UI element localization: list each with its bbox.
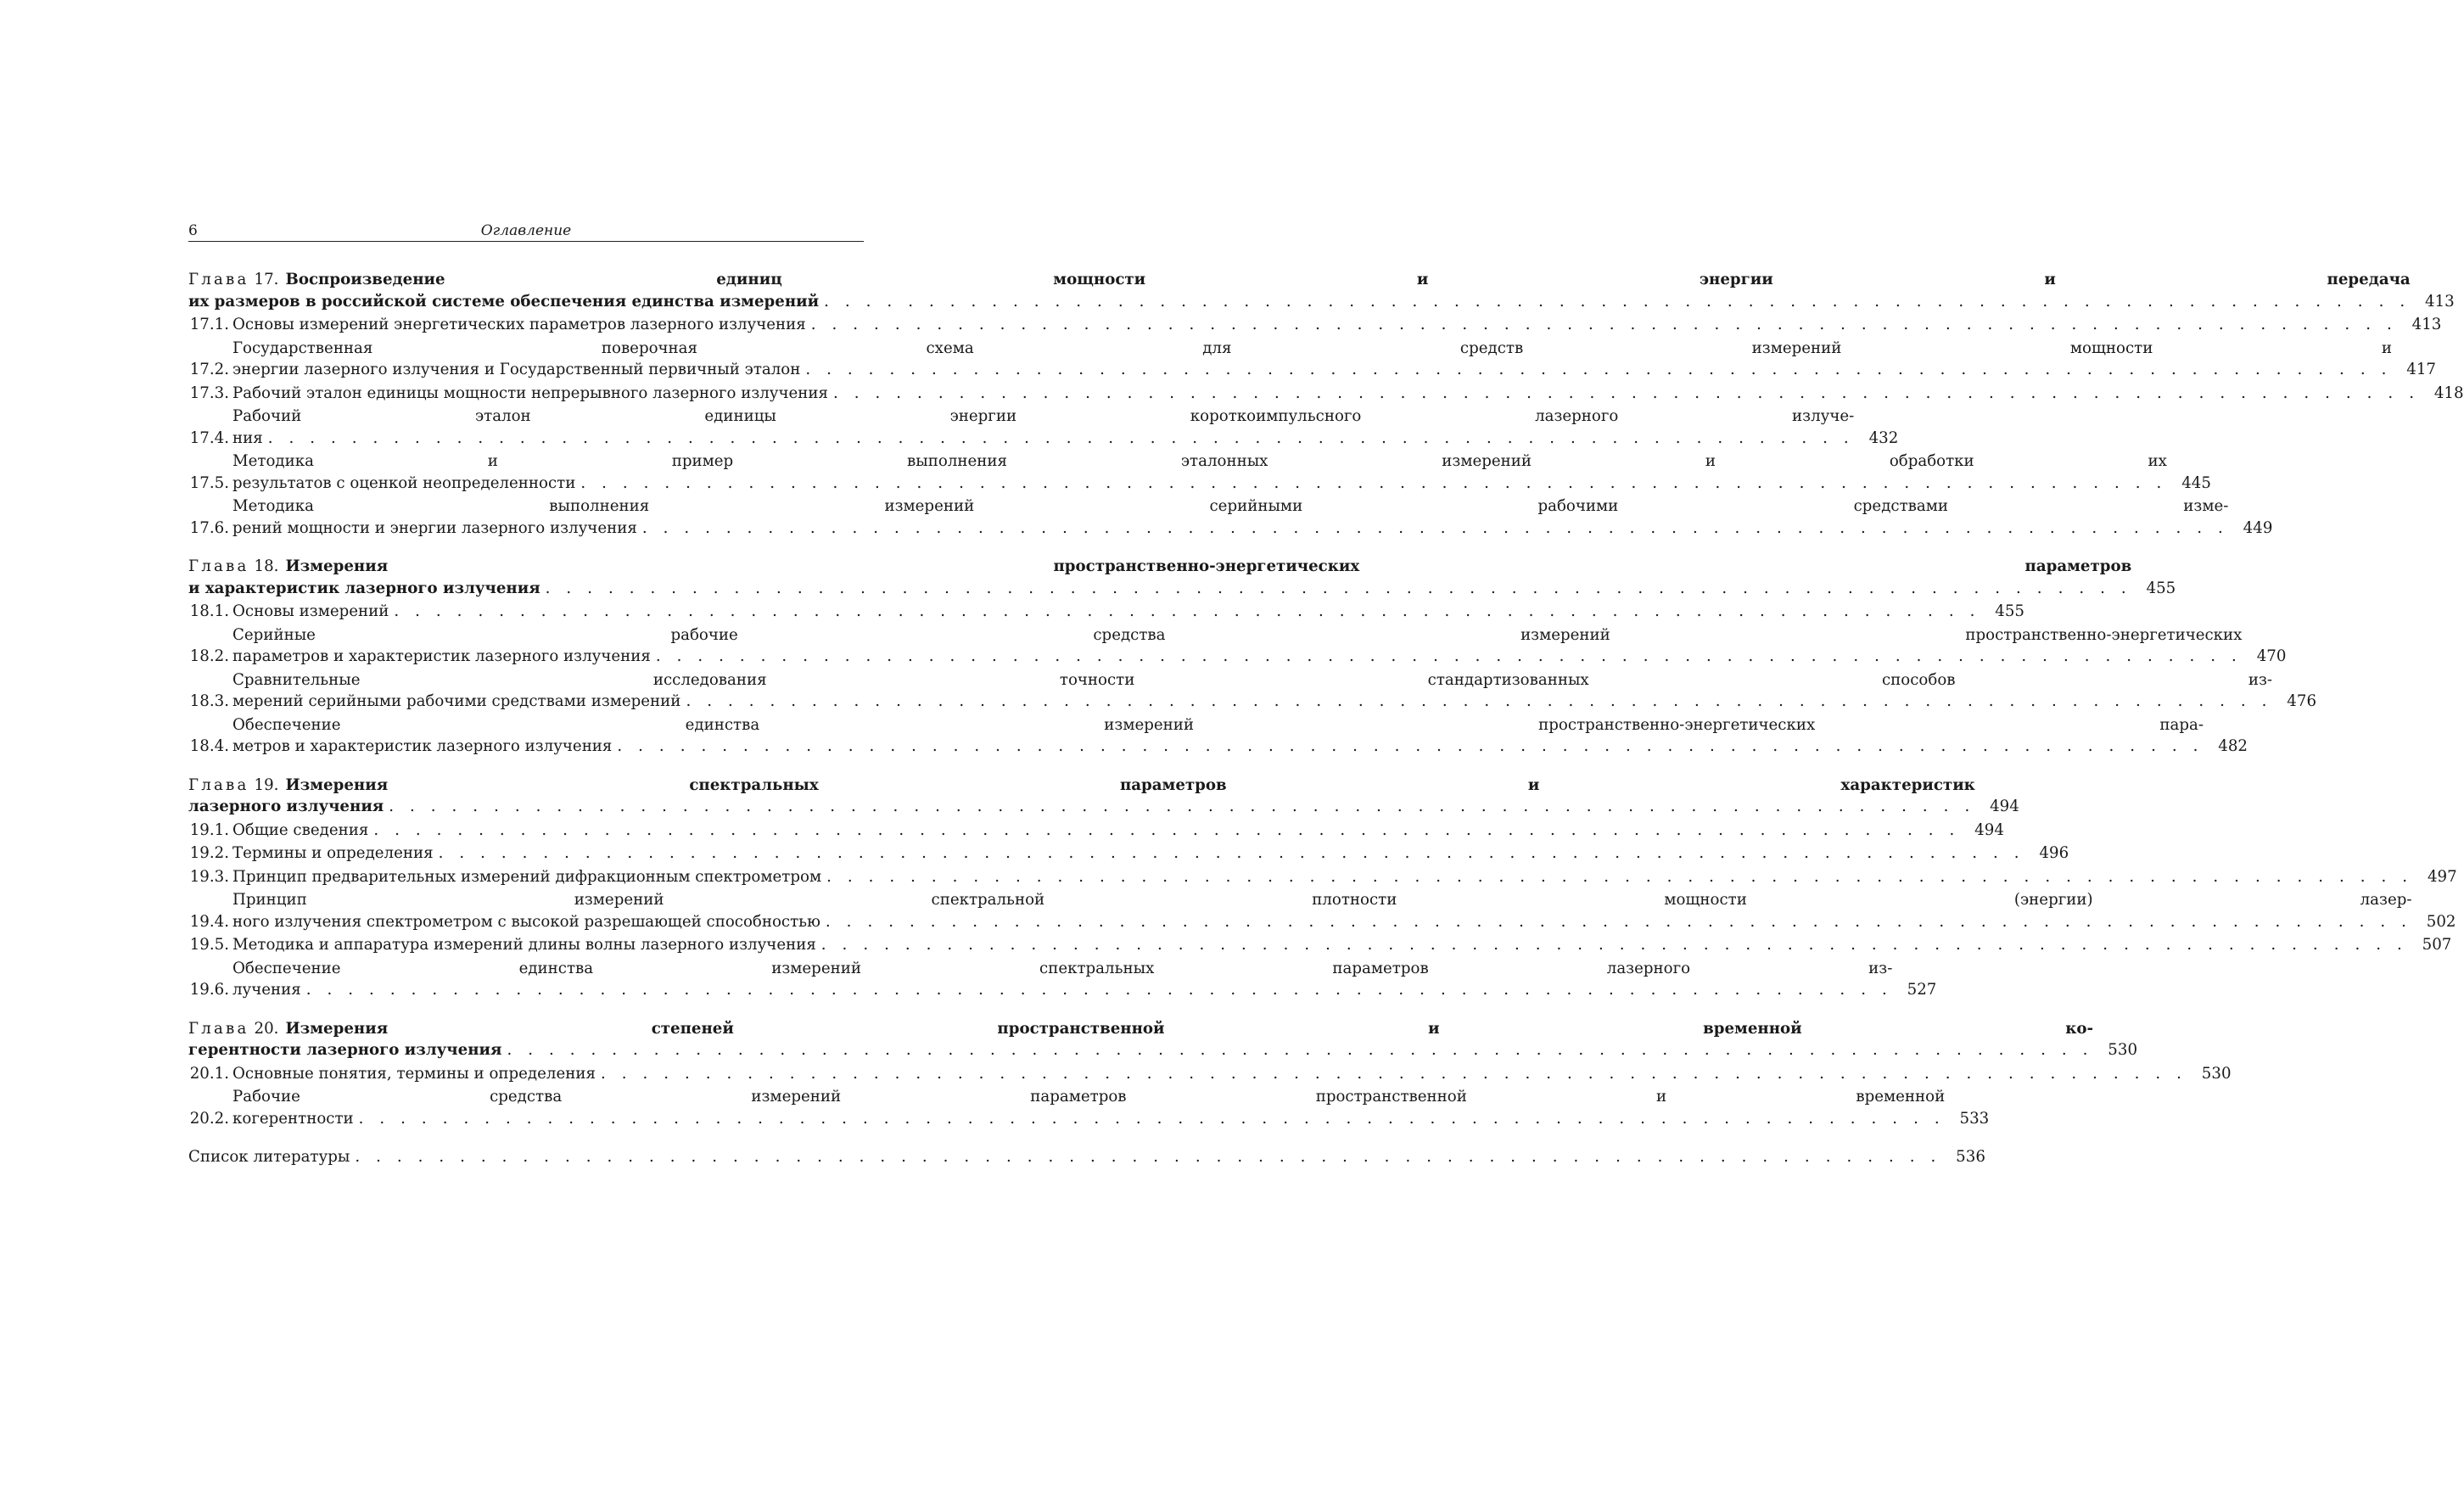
section-number: 19.2. [189, 844, 229, 862]
section-number: 17.4. [189, 428, 229, 447]
chapter-number: 18. [254, 557, 279, 575]
section-title-line-1-line [232, 1063, 2187, 1085]
section-number: 18.2. [189, 647, 229, 665]
chapter-number: 17. [254, 271, 279, 288]
section-number: 19.4. [189, 912, 229, 931]
section-number: 17.6. [189, 518, 229, 537]
section-title-line-1: Методика и пример выполнения эталонных измерений и обработки их [232, 452, 2167, 470]
section-page: 494 [1974, 820, 2004, 839]
bibliography-text [188, 1146, 1941, 1168]
section-title-line-1: Общие сведения [232, 820, 369, 839]
toc-entry[interactable] [188, 866, 2457, 888]
chapter-18 [188, 556, 2317, 758]
dot-leader: . . . . . . . . . . . . . . . . . . . . . . . . . . . . . . . . . . . . . . . . . . . . . . . . . . . . . . . . . . . . . . . . . . . . . . . . . . . . [389, 798, 1975, 815]
section-title-line-1-line [232, 866, 2413, 888]
section-title-line-2-line [232, 979, 1892, 1001]
toc-entry[interactable] [188, 406, 1899, 449]
section-number: 20.1. [189, 1064, 229, 1083]
toc-entry[interactable] [188, 451, 2211, 494]
toc-entry[interactable] [188, 624, 2287, 668]
chapter-title-cont-line [188, 291, 2411, 313]
section-title [232, 820, 1960, 842]
running-head [188, 222, 864, 242]
section-title [232, 383, 2420, 405]
section-number: 18.4. [189, 737, 229, 755]
chapter-title-cont-line [188, 578, 2131, 600]
bibliography-label: Список литературы [188, 1148, 350, 1166]
section-title [232, 889, 2412, 932]
dot-leader: . . . . . . . . . . . . . . . . . . . . . . . . . . . . . . . . . . . . . . . . . . . . . . . . . . . . . . . . . . . . . . . . . . . . . . . . . . . . [394, 602, 1980, 620]
dot-leader: . . . . . . . . . . . . . . . . . . . . . . . . . . . . . . . . . . . . . . . . . . . . . . . . . . . . . . . . . . . . . . . . . . . . . . . . . . . . [820, 936, 2408, 954]
chapter-title-line-1 [188, 775, 1975, 797]
chapter-page: 455 [2146, 579, 2176, 597]
section-title-line-1: Обеспечение единства измерений пространственно-энергетических пара- [232, 715, 2204, 734]
section-title [232, 601, 1980, 623]
section-page: 445 [2181, 473, 2211, 492]
section-title-line-2: энергии лазерного излучения и Государственный первичный эталон [232, 361, 801, 378]
section-page: 413 [2411, 316, 2442, 333]
toc-entry[interactable] [188, 1086, 1990, 1129]
chapter-19 [188, 775, 2457, 1001]
toc-entry[interactable] [188, 958, 1937, 1001]
section-title [232, 866, 2413, 888]
section-title-line-1: Методика и аппаратура измерений длины волны лазерного излучения [232, 936, 816, 954]
section-number: 17.5. [189, 473, 229, 492]
section-title-line-2-line [232, 518, 2228, 540]
section-title-line-1-line [232, 601, 1980, 623]
section-title-line-1: Рабочий эталон единицы мощности непрерывного лазерного излучения [232, 383, 828, 402]
section-page: 449 [2243, 518, 2273, 537]
dot-leader: . . . . . . . . . . . . . . . . . . . . . . . . . . . . . . . . . . . . . . . . . . . . . . . . . . . . . . . . . . . . . . . . . . . . . . . . . . . . [358, 1109, 1946, 1128]
chapter-title-cont: их размеров в российской системе обеспечения единства измерений [188, 292, 820, 311]
section-title [232, 958, 1892, 1001]
section-title-line-1: Рабочий эталон единицы энергии короткоимпульсного лазерного излуче- [232, 407, 1855, 425]
chapter-20 [188, 1018, 2232, 1130]
chapter-title-line-1 [188, 1018, 2093, 1040]
section-page: 497 [2427, 867, 2457, 886]
chapter-title-cont: герентности лазерного излучения [188, 1041, 502, 1059]
bibliography-entry[interactable] [188, 1146, 1985, 1168]
section-page: 527 [1907, 981, 1937, 999]
section-title [232, 406, 1854, 449]
bibliography-label-line [188, 1146, 1941, 1168]
section-page: 530 [2201, 1064, 2232, 1083]
section-page: 496 [2039, 844, 2069, 862]
section-title-line-2: ния [232, 428, 263, 447]
chapter-title-cont: лазерного излучения [188, 798, 384, 815]
chapter-heading-text [188, 269, 2411, 312]
section-title-line-1-line [232, 383, 2420, 405]
chapter-heading-text [188, 1018, 2093, 1061]
section-page: 418 [2433, 383, 2464, 402]
section-number: 18.1. [189, 602, 229, 620]
chapter-page: 530 [2108, 1041, 2138, 1059]
chapter-number: 20. [254, 1019, 279, 1038]
toc-entry[interactable] [188, 889, 2456, 932]
section-title-line-1: Обеспечение единства измерений спектральных параметров лазерного из- [232, 959, 1893, 977]
chapter-title-cont-line [188, 1039, 2093, 1061]
section-number: 17.2. [189, 361, 229, 378]
section-title [232, 714, 2204, 758]
chapter-title-cont: и характеристик лазерного излучения [188, 579, 540, 597]
section-title-line-1-line [232, 820, 1960, 842]
section-title [232, 338, 2392, 381]
section-title [232, 1063, 2187, 1085]
section-page: 470 [2256, 647, 2287, 665]
section-page: 455 [1995, 602, 2024, 620]
section-title-line-2-line [232, 736, 2204, 758]
section-page: 417 [2406, 361, 2436, 378]
dot-leader: . . . . . . . . . . . . . . . . . . . . . . . . . . . . . . . . . . . . . . . . . . . . . . . . . . . . . . . . . . . . . . . . . . . . . . . . . . . . [655, 647, 2243, 665]
section-title-line-1: Принцип измерений спектральной плотности мощности (энергии) лазер- [232, 891, 2412, 909]
chapter-prefix: Глава [188, 271, 249, 288]
section-page: 432 [1868, 428, 1899, 447]
section-title-line-1: Государственная поверочная схема для средств измерений мощности и [232, 339, 2392, 357]
chapter-title: Измерения спектральных параметров и характеристик [285, 775, 1975, 794]
section-title-line-1: Методика выполнения измерений серийными рабочими средствами изме- [232, 497, 2229, 515]
chapter-title-line-1 [188, 269, 2411, 291]
section-title-line-2: лучения [232, 981, 301, 999]
section-title-line-1: Принцип предварительных измерений дифракционным спектрометром [232, 867, 822, 886]
section-number: 17.1. [189, 316, 229, 333]
toc-entry[interactable] [188, 601, 2024, 623]
chapter-number: 19. [254, 775, 279, 794]
section-title-line-2: ного излучения спектрометром с высокой разрешающей способностью [232, 912, 820, 931]
section-title [232, 1086, 1945, 1129]
chapter-prefix: Глава [188, 1019, 249, 1038]
dot-leader: . . . . . . . . . . . . . . . . . . . . . . . . . . . . . . . . . . . . . . . . . . . . . . . . . . . . . . . . . . . . . . . . . . . . . . . . . . . . [824, 292, 2411, 311]
section-title-line-2-line [232, 428, 1854, 450]
section-title-line-1-line [232, 314, 2397, 336]
section-title-line-1: Основы измерений энергетических параметров лазерного излучения [232, 316, 806, 333]
dot-leader: . . . . . . . . . . . . . . . . . . . . . . . . . . . . . . . . . . . . . . . . . . . . . . . . . . . . . . . . . . . . . . . . . . . . . . . . . . . . [545, 579, 2132, 597]
dot-leader: . . . . . . . . . . . . . . . . . . . . . . . . . . . . . . . . . . . . . . . . . . . . . . . . . . . . . . . . . . . . . . . . . . . . . . . . . . . . [825, 912, 2412, 931]
section-title-line-1: Основы измерений [232, 602, 389, 620]
section-number: 20.2. [189, 1109, 229, 1128]
chapter-prefix: Глава [188, 557, 249, 575]
section-title [232, 669, 2272, 713]
toc-entry[interactable] [188, 338, 2436, 381]
section-title-line-2-line [232, 359, 2392, 381]
dot-leader: . . . . . . . . . . . . . . . . . . . . . . . . . . . . . . . . . . . . . . . . . . . . . . . . . . . . . . . . . . . . . . . . . . . . . . . . . . . . [600, 1064, 2187, 1083]
chapter-heading-text [188, 556, 2131, 599]
chapter-title: Воспроизведение единиц мощности и энергии и передача [285, 271, 2411, 288]
section-title-line-2-line [232, 691, 2272, 713]
section-title-line-1: Рабочие средства измерений параметров пространственной и временной [232, 1088, 1946, 1106]
section-page: 482 [2218, 737, 2248, 755]
toc-entry[interactable] [188, 934, 2452, 956]
chapter-page: 494 [1990, 798, 2019, 815]
chapter-page: 413 [2425, 292, 2455, 311]
dot-leader: . . . . . . . . . . . . . . . . . . . . . . . . . . . . . . . . . . . . . . . . . . . . . . . . . . . . . . . . . . . . . . . . . . . . . . . . . . . . [617, 737, 2204, 755]
chapter-heading-text [188, 775, 1975, 818]
dot-leader: . . . . . . . . . . . . . . . . . . . . . . . . . . . . . . . . . . . . . . . . . . . . . . . . . . . . . . . . . . . . . . . . . . . . . . . . . . . . [507, 1041, 2094, 1059]
chapter-prefix: Глава [188, 775, 249, 794]
toc-entry[interactable] [188, 669, 2317, 713]
section-number: 19.5. [189, 936, 229, 954]
toc-entry[interactable] [188, 314, 2442, 336]
section-title-line-2-line [232, 473, 2167, 495]
section-title-line-2-line [232, 1108, 1945, 1130]
section-title-line-1-line [232, 934, 2407, 956]
section-title-line-1: Серийные рабочие средства измерений пространственно-энергетических [232, 625, 2243, 644]
running-title: Оглавление [480, 222, 572, 239]
dot-leader: . . . . . . . . . . . . . . . . . . . . . . . . . . . . . . . . . . . . . . . . . . . . . . . . . . . . . . . . . . . . . . . . . . . . . . . . . . . . [833, 383, 2420, 402]
section-title-line-2: метров и характеристик лазерного излучения [232, 737, 613, 755]
chapter-title: Измерения степеней пространственной и временной ко- [285, 1019, 2094, 1038]
dot-leader: . . . . . . . . . . . . . . . . . . . . . . . . . . . . . . . . . . . . . . . . . . . . . . . . . . . . . . . . . . . . . . . . . . . . . . . . . . . . [641, 518, 2229, 537]
chapter-heading[interactable] [188, 775, 2019, 818]
section-title-line-2-line [232, 911, 2412, 933]
section-title-line-2: мерений серийными рабочими средствами измерений [232, 692, 681, 710]
toc-entry[interactable] [188, 1063, 2232, 1085]
section-title [232, 842, 2024, 865]
section-number: 19.1. [189, 820, 229, 839]
chapter-heading[interactable] [188, 556, 2176, 599]
section-page: 533 [1959, 1109, 1990, 1128]
dot-leader: . . . . . . . . . . . . . . . . . . . . . . . . . . . . . . . . . . . . . . . . . . . . . . . . . . . . . . . . . . . . . . . . . . . . . . . . . . . . [355, 1148, 1941, 1166]
chapter-heading[interactable] [188, 1018, 2138, 1061]
bibliography-page: 536 [1956, 1148, 1985, 1166]
section-title [232, 934, 2407, 956]
section-title-line-2: когерентности [232, 1109, 354, 1128]
chapter-title-cont-line [188, 796, 1975, 818]
toc-entry[interactable] [188, 714, 2248, 758]
section-title-line-2: рений мощности и энергии лазерного излучения [232, 518, 637, 537]
dot-leader: . . . . . . . . . . . . . . . . . . . . . . . . . . . . . . . . . . . . . . . . . . . . . . . . . . . . . . . . . . . . . . . . . . . . . . . . . . . . [686, 692, 2273, 710]
dot-leader: . . . . . . . . . . . . . . . . . . . . . . . . . . . . . . . . . . . . . . . . . . . . . . . . . . . . . . . . . . . . . . . . . . . . . . . . . . . . [580, 473, 2167, 492]
dot-leader: . . . . . . . . . . . . . . . . . . . . . . . . . . . . . . . . . . . . . . . . . . . . . . . . . . . . . . . . . . . . . . . . . . . . . . . . . . . . [305, 981, 1893, 999]
dot-leader: . . . . . . . . . . . . . . . . . . . . . . . . . . . . . . . . . . . . . . . . . . . . . . . . . . . . . . . . . . . . . . . . . . . . . . . . . . . . [826, 867, 2413, 886]
dot-leader: . . . . . . . . . . . . . . . . . . . . . . . . . . . . . . . . . . . . . . . . . . . . . . . . . . . . . . . . . . . . . . . . . . . . . . . . . . . . [267, 428, 1855, 447]
section-number: 18.3. [189, 692, 229, 710]
section-page: 502 [2426, 912, 2456, 931]
section-page: 507 [2422, 936, 2452, 954]
section-title-line-1-line [232, 842, 2024, 865]
dot-leader: . . . . . . . . . . . . . . . . . . . . . . . . . . . . . . . . . . . . . . . . . . . . . . . . . . . . . . . . . . . . . . . . . . . . . . . . . . . . [810, 316, 2398, 333]
section-title-line-1: Сравнительные исследования точности стандартизованных способов из- [232, 670, 2273, 689]
section-number: 17.3. [189, 383, 229, 402]
section-page: 476 [2287, 692, 2317, 710]
chapter-17 [188, 269, 2464, 539]
section-title-line-1: Термины и определения [232, 844, 434, 862]
chapter-title: Измерения пространственно-энергетических параметров [285, 557, 2132, 575]
toc-page [188, 222, 2464, 1168]
table-of-contents [188, 269, 2464, 1168]
toc-entry[interactable] [188, 842, 2069, 865]
section-title-line-2: параметров и характеристик лазерного излучения [232, 647, 651, 665]
toc-entry[interactable] [188, 820, 2004, 842]
dot-leader: . . . . . . . . . . . . . . . . . . . . . . . . . . . . . . . . . . . . . . . . . . . . . . . . . . . . . . . . . . . . . . . . . . . . . . . . . . . . [805, 361, 2392, 378]
section-title-line-2-line [232, 646, 2242, 668]
section-title [232, 314, 2397, 336]
section-number: 19.3. [189, 867, 229, 886]
section-number: 19.6. [189, 981, 229, 999]
section-title [232, 495, 2228, 539]
section-title [232, 624, 2242, 668]
page-number: 6 [188, 222, 198, 239]
dot-leader: . . . . . . . . . . . . . . . . . . . . . . . . . . . . . . . . . . . . . . . . . . . . . . . . . . . . . . . . . . . . . . . . . . . . . . . . . . . . [373, 820, 1960, 839]
section-title-line-1: Основные понятия, термины и определения [232, 1064, 596, 1083]
section-title [232, 451, 2167, 494]
chapter-heading[interactable] [188, 269, 2455, 312]
toc-entry[interactable] [188, 383, 2464, 405]
toc-entry[interactable] [188, 495, 2273, 539]
chapter-title-line-1 [188, 556, 2131, 578]
dot-leader: . . . . . . . . . . . . . . . . . . . . . . . . . . . . . . . . . . . . . . . . . . . . . . . . . . . . . . . . . . . . . . . . . . . . . . . . . . . . [438, 844, 2025, 862]
section-title-line-2: результатов с оценкой неопределенности [232, 473, 576, 492]
